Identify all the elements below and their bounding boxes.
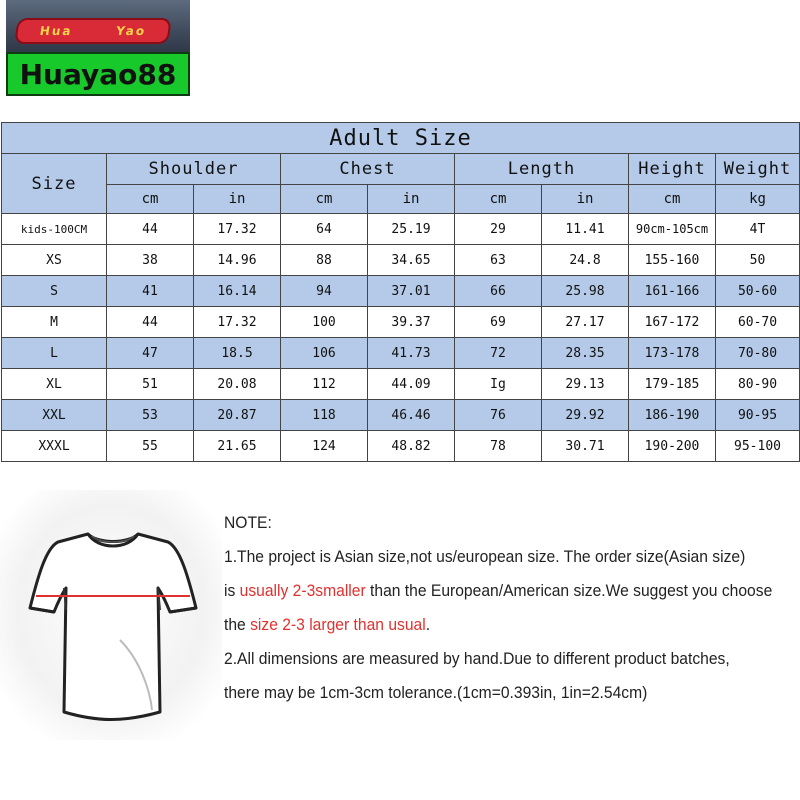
size-note (224, 506, 773, 710)
table-cell: 39.37 (368, 307, 455, 338)
table-cell: 46.46 (368, 400, 455, 431)
table-row (2, 338, 800, 369)
table-cell: 37.01 (368, 276, 455, 307)
table-cell: 70-80 (716, 338, 800, 369)
size-cell: L (2, 338, 107, 369)
table-cell: 50 (716, 245, 800, 276)
table-cell: 95-100 (716, 431, 800, 462)
table-cell: 28.35 (542, 338, 629, 369)
table-cell: 41 (107, 276, 194, 307)
unit-header: cm (455, 185, 542, 214)
table-cell: 124 (281, 431, 368, 462)
tshirt-measurement-illustration (0, 490, 222, 740)
table-row (2, 400, 800, 431)
table-cell: 66 (455, 276, 542, 307)
size-cell: XL (2, 369, 107, 400)
table-row (2, 431, 800, 462)
table-cell: 90cm-105cm (629, 214, 716, 245)
table-cell: 64 (281, 214, 368, 245)
table-cell: 53 (107, 400, 194, 431)
size-cell: XXL (2, 400, 107, 431)
table-cell: 25.98 (542, 276, 629, 307)
size-chart-table (1, 122, 800, 462)
table-cell: 29.13 (542, 369, 629, 400)
table-cell: 60-70 (716, 307, 800, 338)
table-cell: 51 (107, 369, 194, 400)
table-cell: 16.14 (194, 276, 281, 307)
table-cell: 118 (281, 400, 368, 431)
tshirt-icon (0, 490, 222, 740)
table-cell: 106 (281, 338, 368, 369)
table-cell: 50-60 (716, 276, 800, 307)
table-cell: 161-166 (629, 276, 716, 307)
size-cell: S (2, 276, 107, 307)
brand-logo (6, 0, 190, 96)
table-row (2, 307, 800, 338)
logo-band-right-text: Yao (115, 24, 148, 38)
table-cell: 55 (107, 431, 194, 462)
note-heading: NOTE: (224, 513, 272, 532)
note-line-2-prefix: is (224, 581, 240, 600)
table-cell: 100 (281, 307, 368, 338)
table-cell: 179-185 (629, 369, 716, 400)
weight-header: Weight (716, 154, 800, 185)
unit-header: kg (716, 185, 800, 214)
table-row (2, 245, 800, 276)
table-cell: 18.5 (194, 338, 281, 369)
note-line-2 (224, 574, 773, 608)
table-cell: 27.17 (542, 307, 629, 338)
table-cell: 90-95 (716, 400, 800, 431)
table-row (2, 214, 800, 245)
table-cell: 190-200 (629, 431, 716, 462)
table-cell: 4T (716, 214, 800, 245)
table-row (2, 276, 800, 307)
table-cell: 25.19 (368, 214, 455, 245)
table-cell: 167-172 (629, 307, 716, 338)
table-cell: 155-160 (629, 245, 716, 276)
table-cell: 78 (455, 431, 542, 462)
note-line-3-prefix: the (224, 615, 251, 634)
logo-brand-text: Huayao88 (6, 52, 190, 96)
table-row (2, 369, 800, 400)
note-line-2-suffix: than the European/American size.We suggest you choose (365, 581, 773, 600)
table-cell: 41.73 (368, 338, 455, 369)
table-cell: 76 (455, 400, 542, 431)
note-line-4: 2.All dimensions are measured by hand.Due to different product batches, (224, 649, 730, 668)
table-cell: 20.87 (194, 400, 281, 431)
height-header: Height (629, 154, 716, 185)
table-cell: 80-90 (716, 369, 800, 400)
chest-header: Chest (281, 154, 455, 185)
table-cell: Ig (455, 369, 542, 400)
table-cell: 11.41 (542, 214, 629, 245)
size-column-header: Size (2, 154, 107, 214)
size-cell: XS (2, 245, 107, 276)
size-cell: XXXL (2, 431, 107, 462)
table-cell: 17.32 (194, 307, 281, 338)
table-cell: 186-190 (629, 400, 716, 431)
note-highlight-larger: size 2-3 larger than usual (250, 615, 426, 634)
table-cell: 44 (107, 307, 194, 338)
unit-header: cm (629, 185, 716, 214)
table-cell: 24.8 (542, 245, 629, 276)
table-cell: 17.32 (194, 214, 281, 245)
table-cell: 44.09 (368, 369, 455, 400)
table-cell: 21.65 (194, 431, 281, 462)
table-cell: 63 (455, 245, 542, 276)
unit-header: cm (107, 185, 194, 214)
table-cell: 14.96 (194, 245, 281, 276)
table-cell: 112 (281, 369, 368, 400)
table-cell: 44 (107, 214, 194, 245)
table-cell: 38 (107, 245, 194, 276)
table-cell: 88 (281, 245, 368, 276)
unit-header: in (542, 185, 629, 214)
unit-header: cm (281, 185, 368, 214)
shoulder-header: Shoulder (107, 154, 281, 185)
logo-band-left-text: Hua (38, 24, 74, 38)
table-cell: 29 (455, 214, 542, 245)
note-line-5: there may be 1cm-3cm tolerance.(1cm=0.393in, 1in=2.54cm) (224, 683, 648, 702)
size-cell: M (2, 307, 107, 338)
table-cell: 29.92 (542, 400, 629, 431)
unit-header: in (368, 185, 455, 214)
note-line-3-suffix: . (425, 615, 431, 634)
note-line-3 (224, 608, 754, 642)
note-highlight-smaller: usually 2-3smaller (239, 581, 366, 600)
table-cell: 20.08 (194, 369, 281, 400)
table-cell: 69 (455, 307, 542, 338)
table-cell: 94 (281, 276, 368, 307)
unit-header: in (194, 185, 281, 214)
size-cell: kids-100CM (2, 214, 107, 245)
length-header: Length (455, 154, 629, 185)
table-cell: 72 (455, 338, 542, 369)
logo-visor-band (14, 18, 172, 44)
table-title: Adult Size (2, 123, 800, 154)
table-cell: 30.71 (542, 431, 629, 462)
table-cell: 48.82 (368, 431, 455, 462)
table-cell: 47 (107, 338, 194, 369)
table-cell: 34.65 (368, 245, 455, 276)
table-cell: 173-178 (629, 338, 716, 369)
note-line-1: 1.The project is Asian size,not us/european size. The order size(Asian size) (224, 547, 746, 566)
